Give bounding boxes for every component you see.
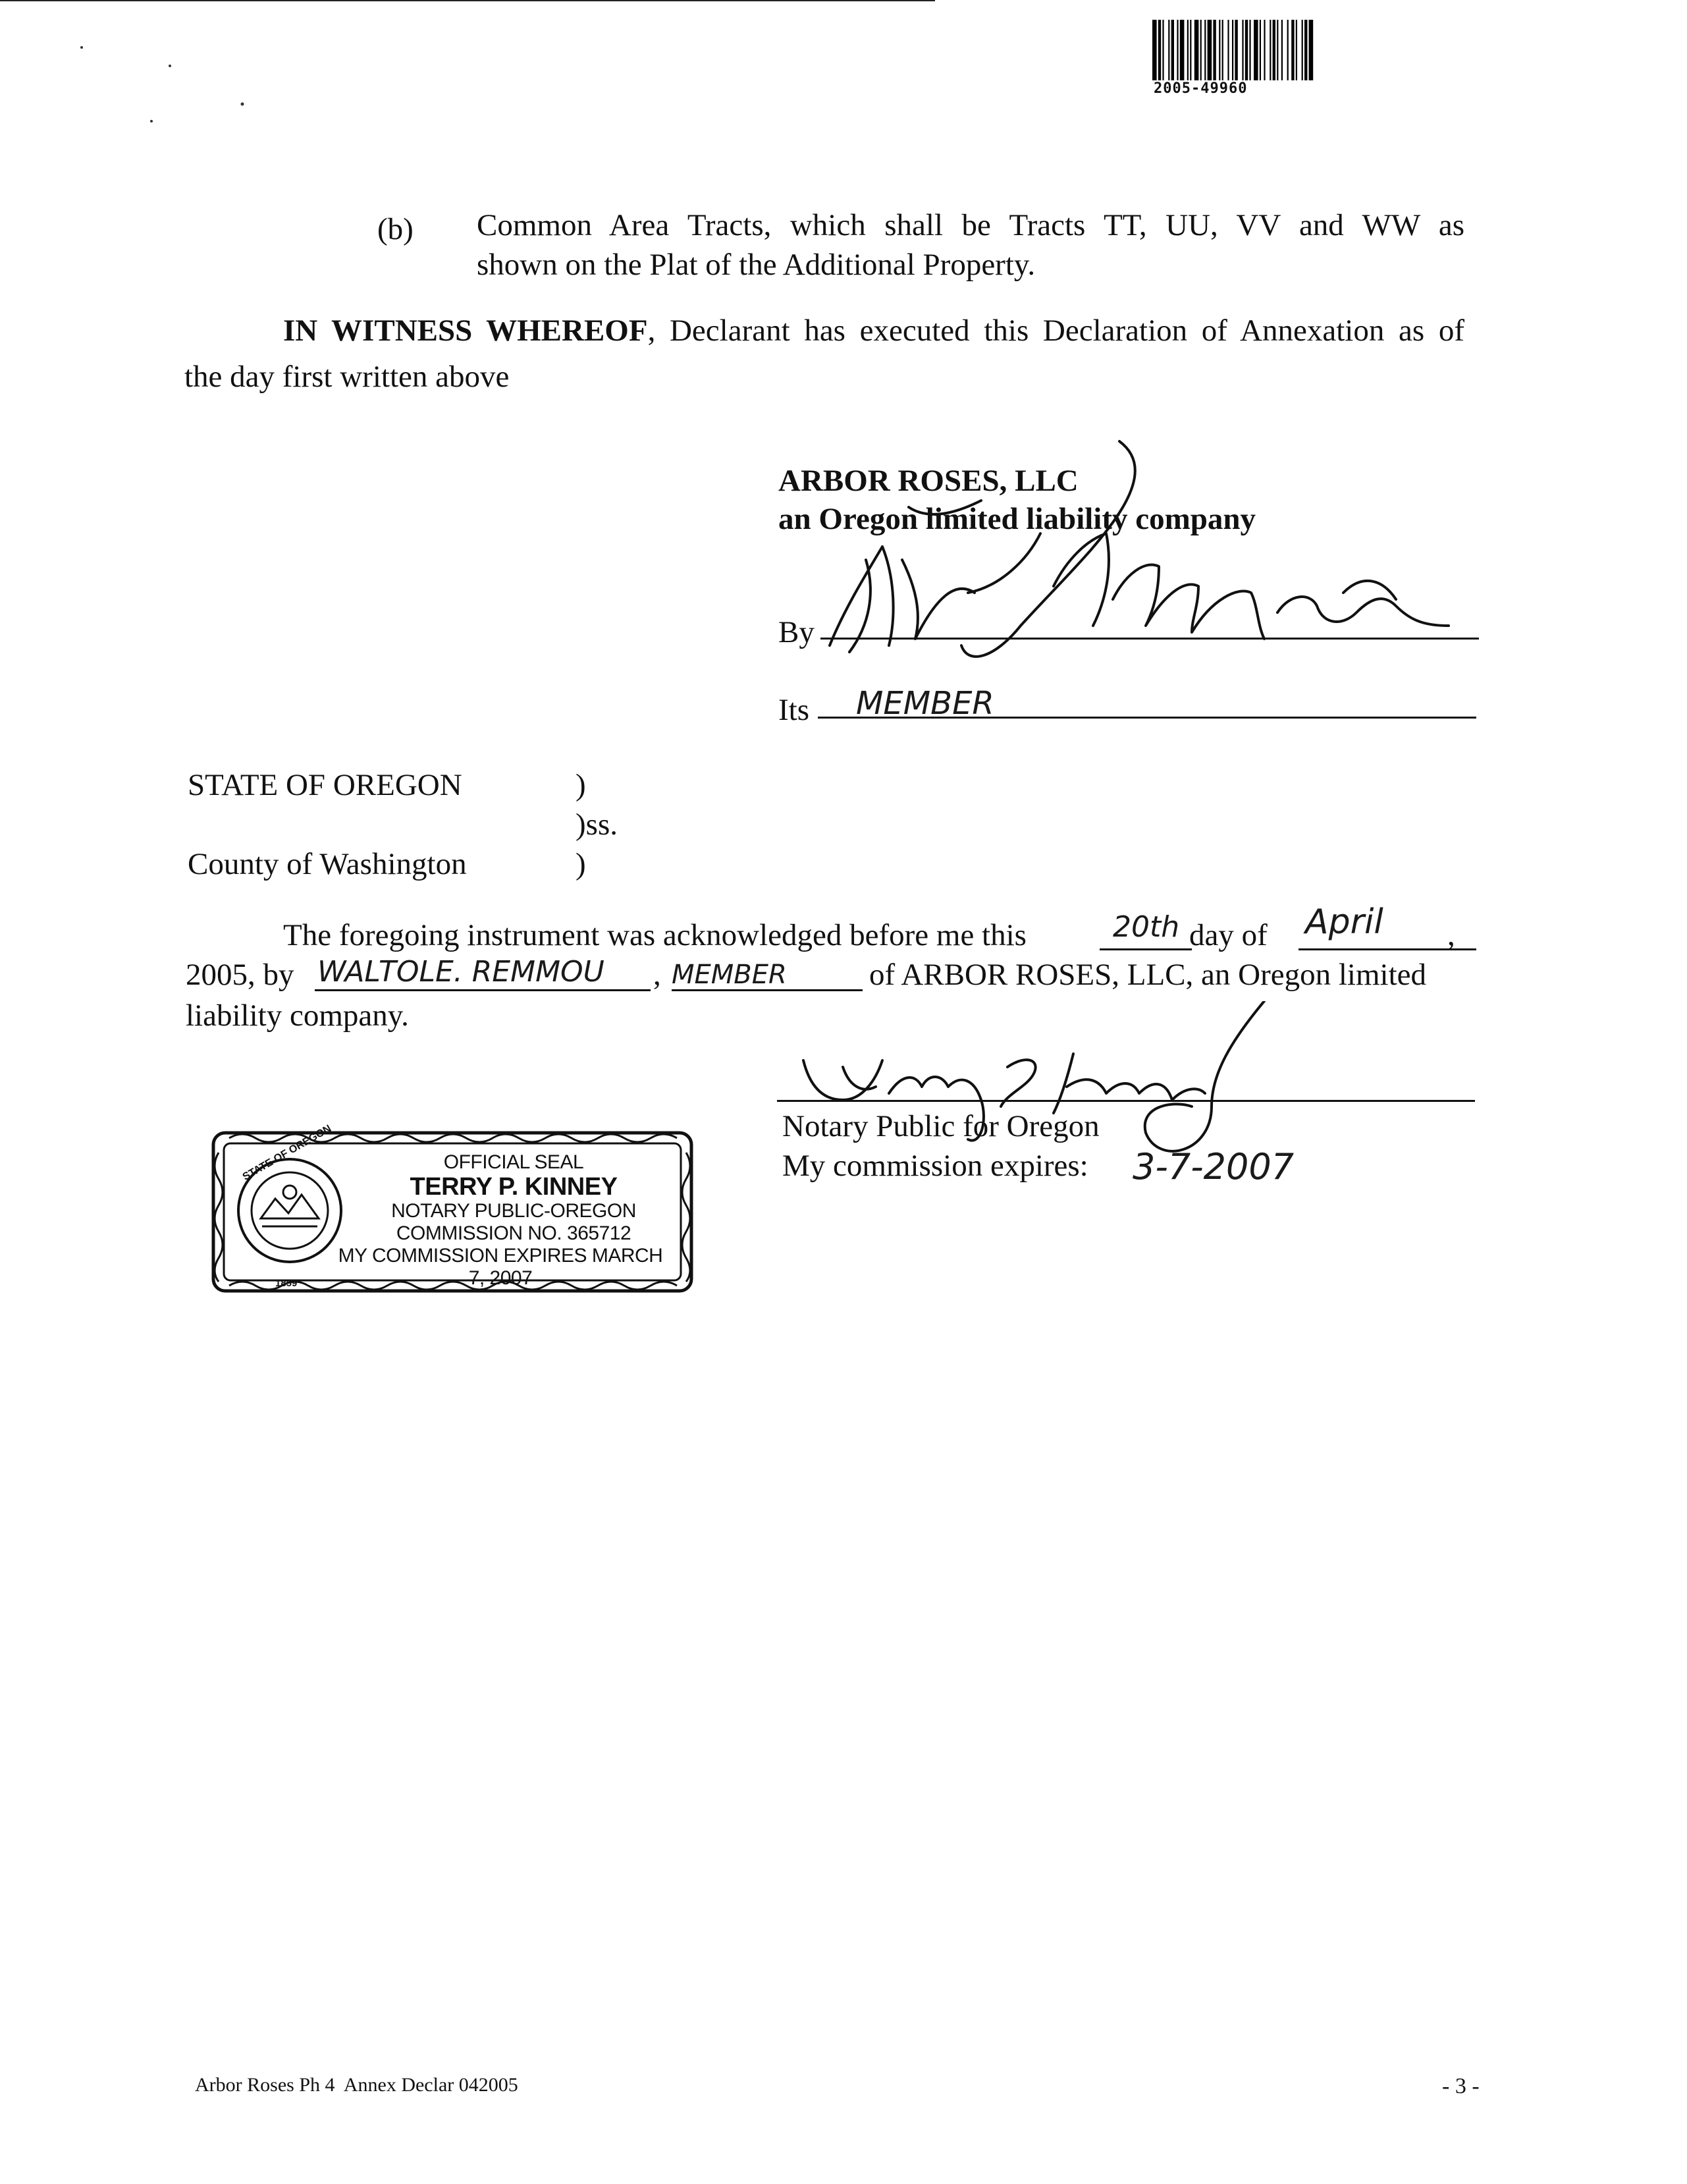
notary-public-label: Notary Public for Oregon xyxy=(782,1109,1100,1143)
item-label-b: (b) xyxy=(377,212,414,246)
company-name: ARBOR ROSES, LLC xyxy=(778,464,1079,498)
barcode-bar xyxy=(1208,20,1212,80)
barcode-bar xyxy=(1194,20,1199,80)
venue-paren-3: ) xyxy=(576,847,586,881)
barcode-bar xyxy=(1187,20,1189,80)
witness-paragraph-line-2: the day first written above xyxy=(184,360,510,394)
barcode-bar xyxy=(1190,20,1191,80)
barcode-bar xyxy=(1309,20,1314,80)
seal-line-notary-name: TERRY P. KINNEY xyxy=(410,1173,618,1201)
barcode-bar xyxy=(1162,20,1164,80)
by-label: By xyxy=(778,615,815,649)
barcode-bar xyxy=(1287,20,1289,80)
barcode-bar xyxy=(1304,20,1307,80)
barcode-bar xyxy=(1227,20,1229,80)
acknowledgment-line-1-prefix: The foregoing instrument was acknowledged before me this xyxy=(283,918,1027,952)
barcode-bar xyxy=(1249,20,1250,80)
witness-paragraph-line-1 xyxy=(184,311,1464,350)
venue-state: STATE OF OREGON xyxy=(188,768,462,802)
barcode-bar xyxy=(1254,20,1258,80)
barcode-bar xyxy=(1245,20,1248,80)
barcode-bar xyxy=(1168,20,1169,80)
barcode-bar xyxy=(1180,20,1185,80)
barcode-bar xyxy=(1213,20,1216,80)
day-blank-line xyxy=(1100,948,1192,950)
venue-county: County of Washington xyxy=(188,847,467,881)
barcode-bar xyxy=(1291,20,1294,80)
seal-line-commission-number: COMMISSION NO. 365712 xyxy=(396,1222,631,1244)
seal-line-commission-expires: MY COMMISSION EXPIRES MARCH 7, 2007 xyxy=(338,1245,663,1289)
barcode-bar xyxy=(1177,20,1178,80)
commission-expires-handwritten-value: 3-7-2007 xyxy=(1133,1146,1295,1188)
barcode-bar xyxy=(1219,20,1220,80)
title-handwritten-value: MEMBER xyxy=(672,960,787,990)
footer-page-number: - 3 - xyxy=(1442,2074,1480,2098)
barcode-bar xyxy=(1171,20,1174,80)
acknowledgment-separator: , xyxy=(653,958,661,992)
footer-document-id: Arbor Roses Ph 4 Annex Declar 042005 xyxy=(195,2074,518,2096)
barcode-bar xyxy=(1296,20,1297,80)
member-signature xyxy=(803,428,1462,678)
barcode-bar xyxy=(1264,20,1265,80)
acknowledgment-line-2-prefix: 2005, by xyxy=(186,958,294,992)
barcode-bar xyxy=(1260,20,1261,80)
barcode-bar xyxy=(1235,20,1237,80)
barcode-bar xyxy=(1270,20,1271,80)
barcode-bar xyxy=(1232,20,1233,80)
section-b-text-line-1: Common Area Tracts, which shall be Tracts TT, UU, VV and WW as xyxy=(477,208,1464,242)
seal-line-notary-title: NOTARY PUBLIC-OREGON xyxy=(391,1200,636,1222)
seal-emblem-year: 1859 xyxy=(275,1278,298,1289)
barcode-bar xyxy=(1277,20,1278,80)
day-of-label: day of xyxy=(1189,918,1268,952)
acknowledgment-line-3: liability company. xyxy=(186,998,409,1033)
commission-expires-label: My commission expires: xyxy=(782,1149,1088,1183)
scan-edge-line xyxy=(0,0,935,1)
barcode-bar xyxy=(1152,20,1157,80)
barcode-bar xyxy=(1302,20,1303,80)
seal-emblem-text: STATE OF OREGON xyxy=(240,1123,334,1184)
barcode-bar xyxy=(1200,20,1202,80)
its-handwritten-value: MEMBER xyxy=(856,685,994,722)
barcode-bar xyxy=(1281,20,1283,80)
venue-paren-1: ) xyxy=(576,768,586,802)
notary-signature-line xyxy=(777,1100,1475,1102)
acknowledgment-line-2-suffix: of ARBOR ROSES, LLC, an Oregon limited xyxy=(869,958,1426,992)
barcode-bar xyxy=(1222,20,1223,80)
month-handwritten-value: April xyxy=(1305,902,1383,942)
name-handwritten-value: WALTOLE. REMMOU xyxy=(317,955,604,989)
company-description: an Oregon limited liability company xyxy=(778,502,1256,536)
witness-line-1-rest: , Declarant has executed this Declaration of Annexation as of xyxy=(647,314,1464,348)
barcode-bar xyxy=(1158,20,1161,80)
barcode-bar xyxy=(1204,20,1206,80)
acknowledgment-comma: , xyxy=(1447,918,1455,952)
barcode-bar xyxy=(1242,20,1243,80)
its-label: Its xyxy=(778,693,809,727)
section-b-text-line-2: shown on the Plat of the Additional Property. xyxy=(477,248,1036,282)
witness-bold-lead: IN WITNESS WHEREOF xyxy=(283,314,648,348)
venue-ss: )ss. xyxy=(576,807,618,842)
barcode-number: 2005-49960 xyxy=(1154,80,1248,97)
scan-speck-marks xyxy=(66,33,263,132)
day-handwritten-value: 20th xyxy=(1113,910,1180,944)
barcode xyxy=(1152,20,1449,80)
barcode-bar xyxy=(1273,20,1275,80)
seal-line-official-seal: OFFICIAL SEAL xyxy=(443,1151,584,1173)
